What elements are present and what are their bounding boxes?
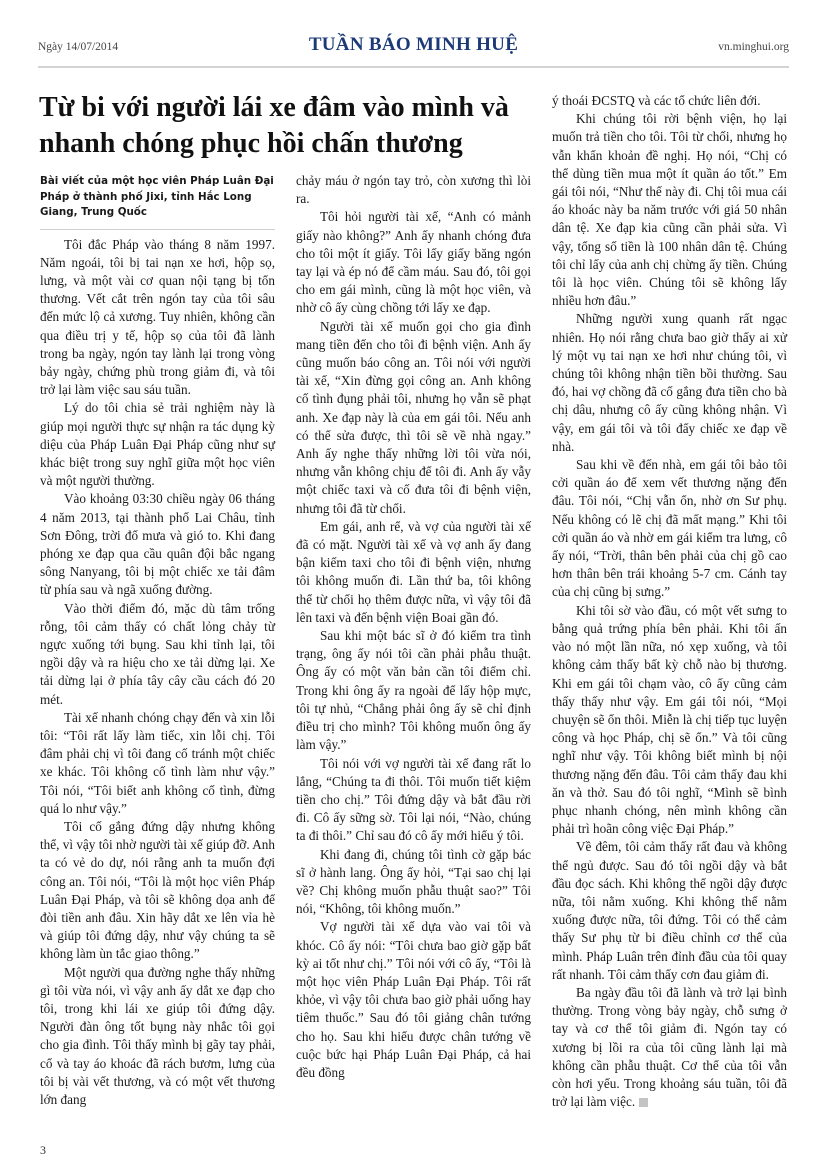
page-header — [38, 34, 789, 66]
byline-divider — [40, 229, 275, 230]
header-divider — [38, 66, 789, 68]
paragraph: Người tài xế muốn gọi cho gia đình mang tiền đến cho tôi đi bệnh viện. Anh ấy cũng muốn báo công an. Tôi nói với người tài xế, “Xin đừng gọi công an. Anh không cố tình đụng phải tôi, nhưng họ vẫn sẽ phạt anh. Xe đạp này là của em gái tôi. Nếu anh có thể sửa được, thì tôi sẽ về nhà ngay.” Anh ấy nghe thấy những lời tôi vừa nói, nhưng vẫn không chịu để tôi đi. Anh ấy vẫy một chiếc taxi và cố đưa tôi đi bệnh viện, nhưng tôi đã từ chối. — [296, 318, 531, 516]
website-url: vn.minghui.org — [718, 41, 789, 53]
article-title: Từ bi với người lái xe đâm vào mình và nhanh chóng phục hồi chấn thương — [39, 92, 509, 159]
paragraph: Một người qua đường nghe thấy những gì tôi vừa nói, vì vậy anh ấy dắt xe đạp cho tôi, trong khi lái xe giúp tôi đứng dậy. Người đàn ông tốt bụng này nhắc tôi gọi cho gia đình. Tôi thấy mình bị gãy tay phải, cổ và tay áo khoác đã rách bươm, lưng của tôi bị vài vết thương, và có một vết thương lớn đang — [40, 964, 275, 1108]
paragraph: Em gái, anh rể, và vợ của người tài xế đã có mặt. Người tài xế và vợ anh ấy đang bận kiếm taxi cho tôi đi bệnh viện, nhưng tôi không muốn đi. Lần thứ ba, tôi không thể từ chối họ thêm được nữa, vì vậy tôi đã lên taxi và đến bệnh viện Boai gần đó. — [296, 518, 531, 625]
publication-title: TUẦN BÁO MINH HUỆ — [308, 34, 519, 55]
article-column-1 — [40, 172, 275, 1109]
paragraph: Tôi đắc Pháp vào tháng 8 năm 1997. Năm ngoái, tôi bị tai nạn xe hơi, hộp sọ, lưng, và một vài cơ quan nội tạng bị tổn thương. Vết cắt trên ngón tay của tôi sâu đến mức lộ cả xương. Tuy nhiên, không cần qua điều trị y tế, hộp sọ của tôi đã lành trong ba ngày, ngón tay lành lại trong vòng bảy ngày, chứng phù trong giảm đi, và tôi trở lại làm việc sau sáu tuần. — [40, 236, 275, 398]
article-column-3 — [552, 92, 787, 1111]
paragraph: Khi chúng tôi rời bệnh viện, họ lại muốn trả tiền cho tôi. Tôi từ chối, nhưng họ vẫn khẩn khoản đề nghị. Họ nói, “Chị có thể dùng tiền mua một ít quần áo tốt.” Em gái tôi nói, “Như thế này đi. Chị tôi mua cái áo khoác này ba năm trước với giá 50 nhân dân tệ. Xe đạp kia cũng cần phải sửa. Vì vậy, tổng số tiền là 100 nhân dân tệ. Chúng tôi chỉ lấy của anh chị chừng ấy tiền. Chúng tôi là học viên. Chúng tôi sẽ không lấy nhiều hơn đâu.” — [552, 111, 787, 309]
paragraph-continued: ý thoái ĐCSTQ và các tổ chức liên đới. — [552, 93, 761, 108]
paragraph: Khi tôi sờ vào đầu, có một vết sưng to bằng quả trứng phía bên phải. Khi tôi ấn vào nó một lần nữa, nó xẹp xuống, và tôi không cảm thấy bất kỳ chỗ nào bị thương. Khi em gái tôi chạm vào, cô ấy cũng cảm thấy thấy như vậy. Em gái tôi nói, “Mọi chuyện sẽ ổn thôi. Miễn là chị tiếp tục luyện công và học Pháp, chị sẽ ổn.” Và tôi cũng nghĩ như vậy. Tôi không biết mình bị nội thương nặng đến đâu. Tôi cảm thấy đau khi ăn và thở. Sau đó tôi nghĩ, “Mình sẽ bình phục nhanh chóng, nên mình không cần phải trì hoãn công việc Đại Pháp.” — [552, 602, 787, 837]
paragraph: Tôi cố gắng đứng dậy nhưng không thể, vì vậy tôi nhờ người tài xế giúp đỡ. Anh ta có vẻ do dự, nói rằng anh ta muốn đợi công an. Tôi nói, “Tôi là một học viên Pháp Luân Đại Pháp, và tôi sẽ không dọa anh để đòi tiền anh đâu. Xin hãy dắt xe lên vỉa hè và giúp tôi đứng dậy, như vậy chúng ta sẽ không làm ùn tắc giao thông.” — [40, 819, 275, 962]
issue-date: Ngày 14/07/2014 — [38, 41, 119, 53]
final-paragraph-text: Ba ngày đầu tôi đã lành và trở lại bình thường. Trong vòng bảy ngày, chỗ sưng ở tay và cơ thể tôi giảm đi. Ngón tay có xương bị lồi ra của tôi cũng lành lại mà không cần phẫu thuật. Cơ thể của tôi vẫn còn hơi yếu. Trong khoảng sáu tuần, tôi đã trở lại làm việc. — [552, 984, 787, 1110]
paragraph: Vào khoảng 03:30 chiều ngày 06 tháng 4 năm 2013, tại thành phố Lai Châu, tỉnh Sơn Đông, trời đổ mưa và gió to. Khi đang phóng xe đạp qua cầu quân đội bắc ngang sông Nanyang, tôi bị một chiếc xe tải đâm từ phía sau và ngã xuống đường. — [40, 491, 275, 598]
page-number: 3 — [40, 1143, 46, 1157]
end-of-article-icon — [639, 1098, 648, 1107]
paragraph: Vợ người tài xế dựa vào vai tôi và khóc. Cô ấy nói: “Tôi chưa bao giờ gặp bất kỳ ai tốt như chị.” Tôi nói với cô ấy, “Tôi là một học viên Pháp Luân Đại Pháp. Tôi rất khỏe, vì vậy tôi chưa bao giờ phải uống hay tiêm thuốc.” Sau đó tôi giảng chân tướng cho họ. Sau khi hiểu được chân tướng về cuộc bức hại Pháp Luân Đại Pháp, cả hai đều đồng — [296, 919, 531, 1080]
article-byline: Bài viết của một học viên Pháp Luân Đại Pháp ở thành phố Jixi, tỉnh Hắc Long Giang, Trung Quốc — [40, 175, 274, 218]
paragraph: Những người xung quanh rất ngạc nhiên. Họ nói rằng chưa bao giờ thấy ai xử lý một vụ tai nạn xe hơi như chúng tôi, vì chúng tôi không nhận tiền bồi thường. Sau đó, hai vợ chồng đã cố gắng đưa tiền cho bà chị dâu, nhưng cô ấy cũng không nhận. Vì vậy, em gái tôi và tôi đẩy chiếc xe đạp về nhà. — [552, 311, 787, 454]
article-column-2 — [296, 172, 531, 1082]
paragraph: Tôi nói với vợ người tài xế đang rất lo lắng, “Chúng ta đi thôi. Tôi muốn tiết kiệm tiền cho chị.” Tôi đứng dậy và bắt đầu rời đi. Cô ấy sững sờ. Tôi lại nói, “Nào, chúng ta đi thôi.” Chỉ sau đó cô ấy mới hiểu ý tôi. — [296, 755, 531, 844]
paragraph: Sau khi về đến nhà, em gái tôi bảo tôi cởi quần áo để xem vết thương nặng đến đâu. Tôi nói, “Chị vẫn ổn, nhờ ơn Sư phụ. Nếu không có lẽ chị đã mất mạng.” Khi tôi cởi quần áo và nhờ em gái kiểm tra lưng, cô ấy nói, “Trời, thân bên phải của chị gồ cao hơn thân bên trái khoảng 5-7 cm. Cánh tay của chị cũng bị sưng.” — [552, 457, 787, 600]
paragraph-continued: chảy máu ở ngón tay trỏ, còn xương thì lòi ra. — [296, 173, 531, 207]
paragraph: Sau khi một bác sĩ ở đó kiểm tra tình trạng, ông ấy nói tôi cần phải phẫu thuật. Ông ấy có một văn bản cần tôi điểm chỉ. Trong khi ông ấy ra ngoài để lấy hộp mực, tôi tự nhủ, “Chẳng phải ông ấy sẽ chỉ định điều trị cho mình? Tôi không muốn ông ấy làm vậy.” — [296, 628, 531, 753]
paragraph: Vào thời điểm đó, mặc dù tâm trống rỗng, tôi cảm thấy có chất lỏng chảy từ ngực xuống tới bụng. Sau khi tỉnh lại, tôi ngồi dậy và ra hiệu cho xe tải dừng lại. Xe tải dừng lại ở phía tây cây cầu cách đó 20 mét. — [40, 600, 275, 707]
paragraph-final — [552, 984, 787, 1111]
paragraph: Tài xế nhanh chóng chạy đến và xin lỗi tôi: “Tôi rất lấy làm tiếc, xin lỗi chị. Tôi đâm phải chị vì tôi đang cố tránh một chiếc xe khác. Tôi không cố tình làm như vậy.” Tôi nói, “Tôi biết anh không cố tình, đừng quá lo như vậy.” — [40, 709, 275, 816]
paragraph: Về đêm, tôi cảm thấy rất đau và không thể ngủ được. Sau đó tôi ngồi dậy và bắt đầu đọc sách. Khi không thể ngồi dậy được nữa, tôi nằm xuống. Khi không thể nằm xuống được nữa, tôi đứng. Tôi có thể cảm thấy Sư phụ từ bi điều chỉnh cơ thể của mình. Pháp Luân trên đỉnh đầu của tôi quay rất nhanh. Tôi cảm thấy cơn đau giảm đi. — [552, 839, 787, 982]
paragraph: Khi đang đi, chúng tôi tình cờ gặp bác sĩ ở hành lang. Ông ấy hỏi, “Tại sao chị lại về? Chị không muốn phẫu thuật sao?” Tôi nói, “Không, tôi không muốn.” — [296, 846, 531, 917]
paragraph: Tôi hỏi người tài xế, “Anh có mảnh giấy nào không?” Anh ấy nhanh chóng đưa cho tôi một ít giấy. Tôi lấy giấy băng ngón tay lại và ép nó để cầm máu. Sau đó, tôi gọi cho em gái mình, cũng là một học viên, và nhờ cô ấy cùng chồng tới lấy xe đạp. — [296, 209, 531, 316]
paragraph: Lý do tôi chia sẻ trải nghiệm này là giúp mọi người thực sự nhận ra tác dụng kỳ diệu của Pháp Luân Đại Pháp cũng như sự khác biệt trong suy nghĩ giữa một học viên và một người thường. — [40, 400, 275, 489]
